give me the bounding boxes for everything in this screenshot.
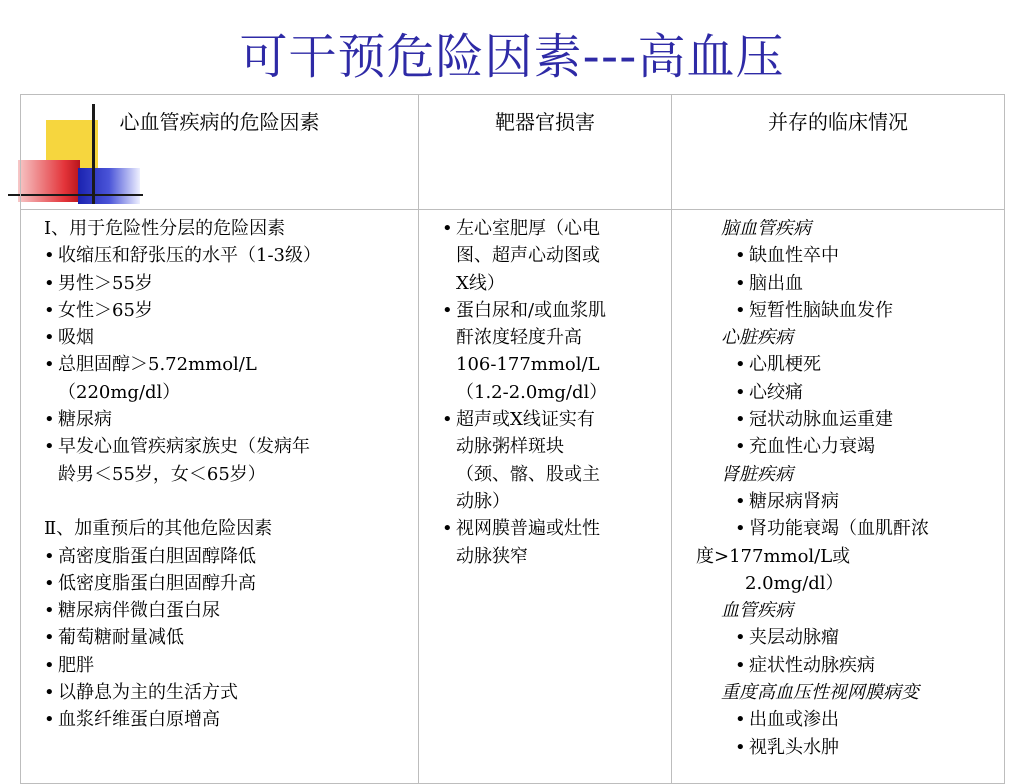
bullet-item bbox=[44, 570, 411, 597]
bullet-item bbox=[442, 215, 666, 242]
bullet-text: 早发心血管疾病家族史（发病年 bbox=[58, 436, 310, 458]
clinical-category: 重度高血压性视网膜病变 bbox=[721, 682, 919, 704]
bullet-text: 血浆纤维蛋白原增高 bbox=[58, 709, 220, 731]
bullet-item bbox=[44, 652, 411, 679]
bullet-icon: • bbox=[44, 600, 55, 622]
bullet-icon: • bbox=[442, 218, 453, 239]
bullet-icon: • bbox=[44, 245, 55, 267]
clinical-item bbox=[723, 515, 999, 542]
bullet-icon: • bbox=[442, 409, 453, 431]
risk-table bbox=[20, 94, 1005, 784]
bullet-item-continued: 106-177mmol/L bbox=[456, 354, 600, 376]
bullet-icon: • bbox=[735, 299, 746, 321]
bullet-text: 左心室肥厚（心电 bbox=[456, 218, 600, 239]
bullet-item-continued: 动脉） bbox=[456, 490, 510, 512]
clinical-item bbox=[723, 624, 999, 651]
bullet-icon: • bbox=[44, 272, 55, 294]
risk-factors-cell bbox=[21, 210, 419, 784]
bullet-item-continued: （1.2-2.0mg/dl） bbox=[456, 381, 608, 403]
bullet-text: 收缩压和舒张压的水平（1-3级） bbox=[58, 245, 321, 267]
bullet-item-continued: 图、超声心动图或 bbox=[456, 245, 600, 267]
clinical-item bbox=[723, 406, 999, 433]
clinical-item bbox=[723, 433, 999, 460]
bullet-text: 肥胖 bbox=[58, 654, 94, 676]
spacer bbox=[44, 488, 411, 515]
bullet-icon: • bbox=[44, 627, 55, 649]
bullet-icon: • bbox=[735, 354, 746, 376]
bullet-item-continued: 龄男＜55岁，女＜65岁） bbox=[58, 463, 266, 485]
bullet-text: 男性＞55岁 bbox=[58, 272, 153, 294]
bullet-text: 冠状动脉血运重建 bbox=[749, 409, 893, 431]
bullet-item bbox=[44, 351, 411, 378]
clinical-item bbox=[723, 242, 999, 269]
bullet-text: 缺血性卒中 bbox=[749, 245, 839, 267]
bullet-text: 总胆固醇＞5.72mmol/L bbox=[58, 354, 257, 376]
bullet-item bbox=[44, 597, 411, 624]
header-clinical-conditions: 并存的临床情况 bbox=[672, 95, 1005, 210]
bullet-item bbox=[44, 242, 411, 269]
bullet-item-continued: 酐浓度轻度升高 bbox=[456, 327, 582, 349]
bullet-text: 女性＞65岁 bbox=[58, 299, 153, 321]
bullet-item bbox=[44, 706, 411, 733]
slide-title: 可干预危险因素---高血压 bbox=[239, 29, 785, 85]
bullet-text: 糖尿病伴微白蛋白尿 bbox=[58, 600, 220, 622]
bullet-icon: • bbox=[44, 409, 55, 431]
target-organ-cell bbox=[419, 210, 672, 784]
bullet-icon: • bbox=[44, 354, 55, 376]
bullet-item bbox=[44, 624, 411, 651]
bullet-text: 低密度脂蛋白胆固醇升高 bbox=[58, 572, 256, 594]
bullet-text: 充血性心力衰竭 bbox=[749, 436, 875, 458]
clinical-category: 血管疾病 bbox=[721, 600, 793, 622]
bullet-icon: • bbox=[442, 299, 453, 321]
bullet-text: 夹层动脉瘤 bbox=[749, 627, 839, 649]
bullet-icon: • bbox=[735, 272, 746, 294]
bullet-text: 视乳头水肿 bbox=[749, 736, 839, 758]
bullet-icon: • bbox=[735, 627, 746, 649]
bullet-text: 吸烟 bbox=[58, 327, 94, 349]
bullet-icon: • bbox=[735, 436, 746, 458]
bullet-text: 以静息为主的生活方式 bbox=[58, 682, 238, 704]
bullet-icon: • bbox=[735, 736, 746, 758]
bullet-text: 心绞痛 bbox=[749, 381, 803, 403]
clinical-category: 肾脏疾病 bbox=[721, 463, 793, 485]
bullet-item-continued: X线） bbox=[456, 272, 505, 294]
clinical-item bbox=[723, 270, 999, 297]
bullet-icon: • bbox=[44, 545, 55, 567]
bullet-icon: • bbox=[735, 490, 746, 512]
bullet-icon: • bbox=[735, 245, 746, 267]
clinical-item bbox=[723, 297, 999, 324]
group2-title: Ⅱ、加重预后的其他危险因素 bbox=[44, 518, 273, 540]
bullet-text: 葡萄糖耐量减低 bbox=[58, 627, 184, 649]
bullet-icon: • bbox=[735, 709, 746, 731]
bullet-icon: • bbox=[735, 409, 746, 431]
bullet-icon: • bbox=[735, 381, 746, 403]
table-header-row bbox=[21, 95, 1005, 210]
bullet-icon: • bbox=[44, 327, 55, 349]
bullet-icon: • bbox=[735, 518, 746, 540]
bullet-item-continued: 动脉狭窄 bbox=[456, 545, 528, 567]
clinical-item bbox=[723, 652, 999, 679]
header-target-organ: 靶器官损害 bbox=[419, 95, 672, 210]
bullet-icon: • bbox=[44, 436, 55, 458]
clinical-category: 脑血管疾病 bbox=[721, 218, 811, 239]
bullet-text: 糖尿病肾病 bbox=[749, 490, 839, 512]
clinical-item bbox=[723, 706, 999, 733]
bullet-text: 肾功能衰竭（血肌酐浓 bbox=[749, 518, 929, 540]
bullet-icon: • bbox=[44, 682, 55, 704]
bullet-icon: • bbox=[44, 572, 55, 594]
bullet-icon: • bbox=[44, 299, 55, 321]
bullet-icon: • bbox=[735, 654, 746, 676]
bullet-text: 高密度脂蛋白胆固醇降低 bbox=[58, 545, 256, 567]
clinical-category: 心脏疾病 bbox=[721, 327, 793, 349]
clinical-item bbox=[723, 351, 999, 378]
clinical-item-continued: 度>177mmol/L或 bbox=[696, 545, 851, 567]
bullet-item bbox=[442, 406, 666, 433]
bullet-text: 视网膜普遍或灶性 bbox=[456, 518, 600, 540]
bullet-item bbox=[44, 324, 411, 351]
bullet-text: 脑出血 bbox=[749, 272, 803, 294]
header-risk-factors: 心血管疾病的危险因素 bbox=[21, 95, 419, 210]
clinical-item-continued: 2.0mg/dl） bbox=[745, 572, 844, 594]
bullet-text: 糖尿病 bbox=[58, 409, 112, 431]
bullet-text: 蛋白尿和/或血浆肌 bbox=[456, 299, 607, 321]
bullet-item-continued: （颈、髂、股或主 bbox=[456, 463, 600, 485]
bullet-icon: • bbox=[44, 654, 55, 676]
bullet-item bbox=[442, 297, 666, 324]
bullet-item bbox=[44, 270, 411, 297]
bullet-item bbox=[44, 433, 411, 460]
bullet-item-continued: （220mg/dl） bbox=[58, 381, 181, 403]
bullet-item bbox=[44, 679, 411, 706]
bullet-text: 症状性动脉疾病 bbox=[749, 654, 875, 676]
group1-title: Ⅰ、用于危险性分层的危险因素 bbox=[44, 218, 286, 239]
bullet-item bbox=[442, 515, 666, 542]
clinical-item bbox=[723, 734, 999, 761]
clinical-item bbox=[723, 488, 999, 515]
bullet-text: 超声或X线证实有 bbox=[456, 409, 595, 431]
bullet-item-continued: 动脉粥样斑块 bbox=[456, 436, 564, 458]
bullet-icon: • bbox=[44, 709, 55, 731]
bullet-item bbox=[44, 406, 411, 433]
bullet-text: 心肌梗死 bbox=[749, 354, 821, 376]
clinical-cell bbox=[672, 210, 1005, 784]
bullet-item bbox=[44, 543, 411, 570]
bullet-text: 短暂性脑缺血发作 bbox=[749, 299, 893, 321]
table-body-row bbox=[21, 210, 1005, 784]
bullet-text: 出血或渗出 bbox=[749, 709, 839, 731]
clinical-item bbox=[723, 379, 999, 406]
bullet-icon: • bbox=[442, 518, 453, 540]
bullet-item bbox=[44, 297, 411, 324]
